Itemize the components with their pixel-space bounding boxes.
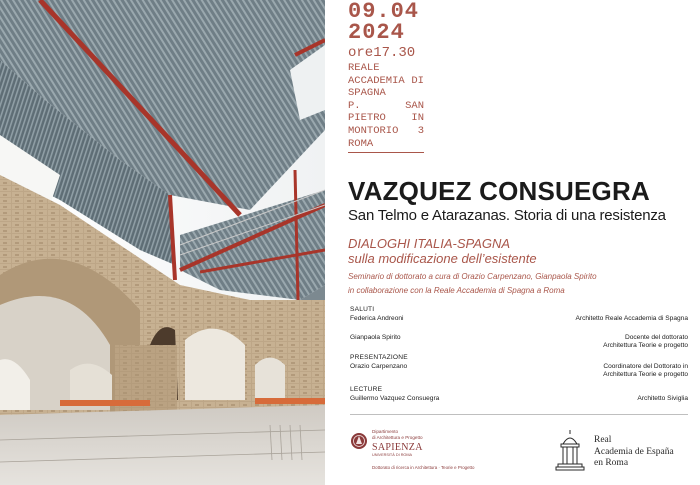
speaker-role xyxy=(603,363,688,379)
venue-line: ROMA xyxy=(348,137,374,150)
speaker-name: Federica Andreoni xyxy=(350,315,404,322)
event-info xyxy=(348,0,428,153)
speaker-role: Architetto Reale Accademia di Spagna xyxy=(575,315,688,322)
section-heading-lecture: LECTURE xyxy=(350,386,383,393)
venue-line: REALE xyxy=(348,62,380,74)
series-line: sulla modificazione dell’esistente xyxy=(348,251,537,266)
speaker-role: Architetto Siviglia xyxy=(637,395,688,402)
venue-line: SPAGNA xyxy=(348,87,386,100)
sapienza-dept-line: di Architettura e Progetto xyxy=(372,434,423,440)
speaker-role-line: Architettura Teorie e progetto xyxy=(603,371,688,378)
venue-line: MONTORIO 3 xyxy=(348,124,424,137)
academia-line: Real xyxy=(594,435,612,445)
academia-line: Academia de España xyxy=(594,446,674,457)
sapienza-department xyxy=(372,429,423,440)
seminar-credits xyxy=(348,270,597,298)
sapienza-name: SAPIENZA xyxy=(372,442,423,453)
venue-address xyxy=(348,62,424,153)
section-heading-saluti: SALUTI xyxy=(350,306,375,313)
speaker-role-line: Coordinatore del Dottorato in xyxy=(603,363,688,370)
sapienza-university: UNIVERSITÀ DI ROMA xyxy=(372,453,413,457)
event-time: ore17.30 xyxy=(348,45,416,61)
footer-divider xyxy=(350,414,688,415)
event-date-day-month: 09.04 xyxy=(348,0,420,24)
page-title: VAZQUEZ CONSUEGRA xyxy=(348,176,650,206)
venue-line: ACCADEMIA DI xyxy=(348,74,424,87)
section-heading-presentazione: PRESENTAZIONE xyxy=(350,354,408,361)
speaker-name: Gianpaola Spirito xyxy=(350,334,401,341)
sapienza-dept-line: Dipartimento xyxy=(372,429,399,434)
academia-building-icon xyxy=(555,428,585,477)
speaker-name: Guillermo Vazquez Consuegra xyxy=(350,395,440,402)
seminar-line: in collaborazione con la Reale Accademia di Spagna a Roma xyxy=(348,286,565,295)
series-title xyxy=(348,236,537,266)
sapienza-seal-icon xyxy=(350,430,368,457)
venue-line: P. SAN PIETRO IN xyxy=(348,99,424,125)
architecture-photo xyxy=(0,0,325,485)
speaker-role-line: Docente del dottorato xyxy=(624,334,688,341)
academia-name xyxy=(594,435,674,470)
event-date-year: 2024 xyxy=(348,20,405,45)
speaker-name: Orazio Carpenzano xyxy=(350,363,408,370)
seminar-line: Seminario di dottorato a cura di Orazio Carpenzano, Gianpaola Spirito xyxy=(348,272,597,281)
series-line: DIALOGHI ITALIA-SPAGNA xyxy=(348,236,511,251)
page-subtitle: San Telmo e Atarazanas. Storia di una resistenza xyxy=(348,207,666,224)
speaker-role xyxy=(603,334,688,350)
academia-line: en Roma xyxy=(594,458,629,468)
speaker-role-line: Architettura Teorie e progetto xyxy=(603,342,688,349)
sapienza-doctorate: Dottorato di ricerca in Architettura · Teorie e Progetto xyxy=(372,465,475,470)
